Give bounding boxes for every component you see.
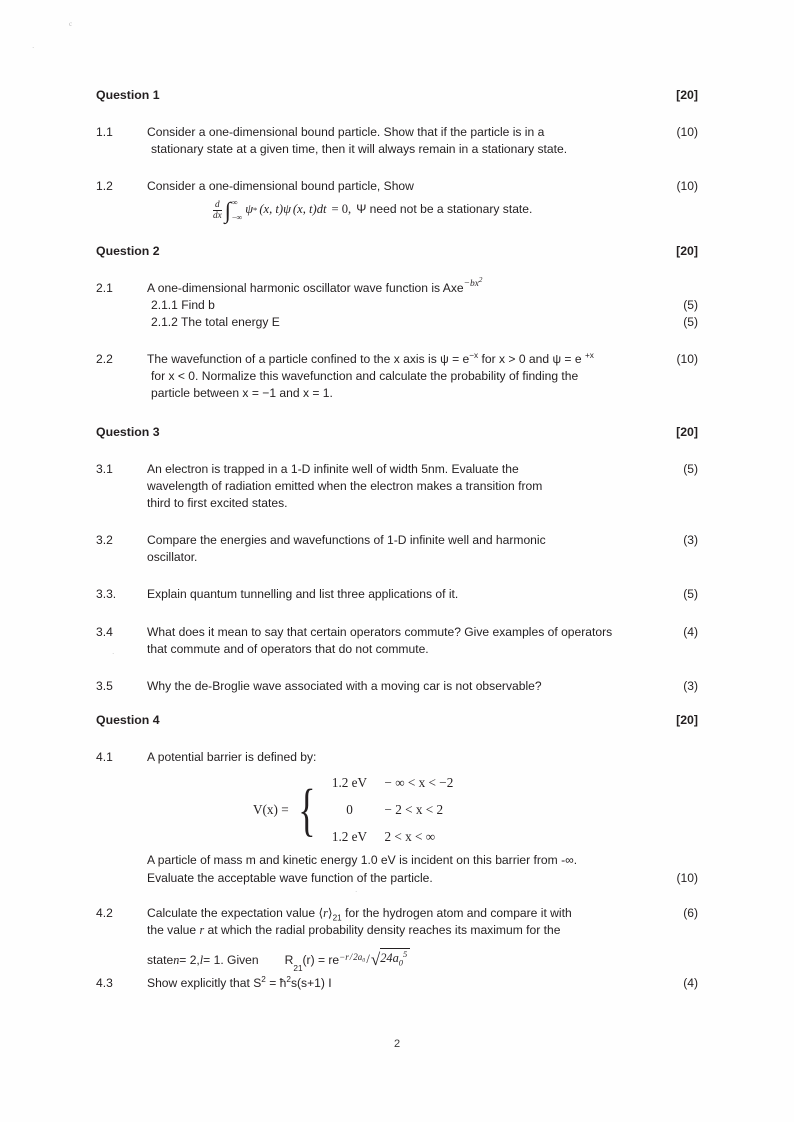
item-number: 3.4 (96, 624, 113, 639)
radius-symbol: r (323, 905, 328, 920)
item-line: for x < 0. Normalize this wavefunction and calculate the probability of finding the (151, 369, 579, 384)
exponent-power: 2 (478, 276, 483, 285)
item-number: 2.2 (96, 352, 113, 367)
psi-args-1: (x, t) (259, 202, 284, 217)
left-brace-icon: { (297, 777, 316, 843)
question-title: Question 4 (96, 713, 160, 728)
radial-wavefunction-formula: state n = 2, l = 1. Given R 21 (r) = re −r / 2a₀ / √ $24a_0^5$ (147, 949, 649, 968)
radial-args: (r) = re (302, 952, 340, 967)
exponential-fraction (339, 951, 365, 964)
item-line: wavelength of radiation emitted when the electron makes a transition from (147, 478, 543, 493)
item-line-text: = ħ (265, 975, 287, 990)
exponent-pos-x: +x (584, 351, 594, 360)
formula-prefix: = 2, (179, 952, 200, 967)
scan-artifact: · (355, 888, 358, 896)
formula-prefix: state (147, 952, 174, 967)
item-text (147, 749, 698, 887)
case-condition: − ∞ < x < −2 (384, 775, 454, 791)
case-value: 0 (346, 802, 353, 817)
item-marks: (3) (683, 533, 698, 548)
item-number: 4.3 (96, 975, 113, 990)
question-3-heading (96, 425, 698, 439)
item-line-text: Show explicitly that S (147, 975, 262, 990)
item-line: A particle of mass m and kinetic energy 1.0 eV is incident on this barrier from -∞. (147, 853, 578, 868)
item-marks: (4) (683, 975, 698, 990)
case-condition: 2 < x < ∞ (384, 828, 436, 844)
division-slash: / (366, 952, 370, 967)
item-2-1 (96, 276, 698, 332)
subitem-2-1-1 (147, 297, 649, 314)
case-value: 1.2 eV (331, 828, 368, 844)
scan-artifact: · (32, 44, 35, 52)
exponent (463, 276, 483, 290)
item-line: Evaluate the acceptable wave function of the particle. (147, 870, 433, 885)
quantum-number-n: n (173, 952, 180, 967)
spin-squared-exponent: 2 (261, 974, 266, 984)
item-1-2 (96, 178, 698, 224)
piecewise-cases (316, 774, 453, 846)
upper-limit: ∞ (231, 197, 238, 207)
item-text (147, 178, 649, 224)
question-marks: [20] (676, 243, 698, 258)
exponent-slash: / (349, 951, 353, 962)
square-root (371, 949, 410, 968)
page-number: 2 (393, 1038, 401, 1050)
item-marks: (10) (676, 125, 698, 139)
question-marks: [20] (676, 88, 698, 102)
question-1-heading (96, 88, 698, 102)
item-text (147, 461, 649, 513)
item-text (147, 975, 649, 992)
scan-artifact: c (69, 20, 73, 28)
subitem-marks-column (649, 280, 698, 331)
exponent-base: −bx (463, 279, 479, 290)
item-number: 3.3. (96, 587, 117, 602)
item-line: Compare the energies and wavefunctions of 1-D infinite well and harmonic (147, 533, 546, 548)
item-line: that commute and of operators that do not commute. (147, 641, 429, 656)
exponent-numerator: −r (339, 951, 349, 962)
derivative-fraction (213, 200, 222, 221)
equals-zero: = 0, (331, 202, 352, 217)
item-line-text: A one-dimensional harmonic oscillator wave function is Axe (147, 280, 464, 295)
item-line-text: ⟩ (327, 905, 333, 920)
subitem-marks: (5) (683, 297, 698, 312)
radius-symbol: r (199, 922, 205, 937)
item-2-2 (96, 351, 698, 403)
item-number: 3.2 (96, 533, 113, 548)
item-line: third to first excited states. (147, 495, 288, 510)
hbar-squared-exponent: 2 (286, 974, 291, 984)
item-marks: (10) (676, 179, 698, 194)
radial-function-label: R (284, 952, 294, 967)
radicand-text: 24a (380, 951, 399, 966)
item-number: 3.5 (96, 678, 113, 693)
item-text (147, 351, 649, 403)
item-marks: (5) (683, 461, 698, 476)
question-4-heading (96, 713, 698, 727)
item-text (147, 124, 649, 158)
formula-prefix: = 1. Given (203, 952, 259, 967)
item-marks: (5) (683, 587, 698, 602)
item-number: 3.1 (96, 461, 113, 476)
item-line-text: Calculate the expectation value ⟨ (147, 905, 324, 920)
quantum-number-l: l (199, 952, 204, 967)
subitem-label: 2.1.1 Find b (151, 297, 215, 312)
item-4-1 (96, 749, 698, 887)
item-number: 1.2 (96, 179, 113, 194)
item-marks: (6) (683, 905, 698, 920)
piecewise-potential-formula (253, 774, 698, 846)
item-number: 1.1 (96, 125, 113, 139)
item-text (147, 624, 665, 658)
item-line: What does it mean to say that certain operators commute? Give examples of operators (147, 624, 613, 639)
item-line: Explain quantum tunnelling and list three applications of it. (147, 587, 459, 602)
case-row (320, 828, 453, 847)
item-marks: (10) (676, 352, 698, 367)
item-line (147, 276, 649, 297)
subitem-marks: (5) (683, 314, 698, 329)
psi-args-2: (x, t)dt (292, 202, 327, 217)
exam-content (96, 88, 698, 992)
item-line-text: at which the radial probability density reaches its maximum for the (204, 922, 561, 937)
item-text (147, 905, 649, 973)
item-3-3 (96, 586, 698, 603)
question-2-heading (96, 244, 698, 258)
fraction-numerator: d (215, 198, 220, 209)
potential-label: V(x) = (253, 802, 289, 817)
case-value: 1.2 eV (331, 775, 368, 791)
radicand-superscript: 5 (403, 949, 408, 960)
case-row (320, 801, 453, 820)
question-marks: [20] (676, 424, 698, 439)
subitem-2-1-2 (147, 314, 649, 331)
item-line-text: the value (147, 922, 200, 937)
item-number: 2.1 (96, 280, 113, 295)
integral-icon: ∫ (224, 198, 231, 224)
item-line: An electron is trapped in a 1-D infinite well of width 5nm. Evaluate the (147, 461, 519, 476)
item-line (147, 922, 649, 939)
item-text (147, 276, 649, 332)
item-4-3 (96, 975, 698, 992)
item-line-text: for the hydrogen atom and compare it with (341, 905, 572, 920)
item-3-4 (96, 624, 698, 658)
radical-sign-icon: √ (370, 950, 381, 970)
item-marks: (10) (676, 870, 698, 885)
item-number: 4.1 (96, 750, 113, 765)
integral-limits (232, 199, 242, 222)
item-marks: (3) (683, 678, 698, 693)
exponent-denominator: 2a₀ (353, 951, 366, 962)
item-1-1 (96, 124, 698, 158)
item-line-text: s(s+1) I (290, 975, 332, 990)
formula-tail: Ψ need not be a stationary state. (356, 202, 533, 217)
question-title: Question 3 (96, 424, 160, 439)
item-number: 4.2 (96, 905, 113, 920)
item-line: particle between x = −1 and x = 1. (151, 386, 333, 401)
item-marks: (4) (683, 624, 698, 639)
question-marks: [20] (676, 713, 698, 728)
item-3-1 (96, 461, 698, 513)
item-text (147, 678, 649, 695)
item-line (147, 975, 649, 992)
psi-conjugate: ψ (245, 202, 254, 217)
item-line: Consider a one-dimensional bound particle, Show (147, 179, 414, 194)
radicand (380, 948, 410, 967)
item-text (147, 532, 649, 566)
expectation-subscript: 21 (332, 913, 342, 923)
item-line-with-marks (147, 870, 698, 887)
question-title: Question 1 (96, 88, 160, 102)
item-line (147, 351, 649, 368)
item-4-2 (96, 905, 698, 973)
exponent-neg-x: −x (469, 351, 479, 360)
case-condition: − 2 < x < 2 (384, 802, 444, 817)
question-title: Question 2 (96, 243, 160, 258)
item-3-5 (96, 678, 698, 695)
item-line: stationary state at a given time, then it will always remain in a stationary state. (151, 142, 568, 157)
item-line-text: The wavefunction of a particle confined to the x axis is ψ = e (147, 352, 470, 367)
item-3-2 (96, 532, 698, 566)
case-row (320, 774, 453, 793)
item-line: A potential barrier is defined by: (147, 750, 317, 765)
item-line: Consider a one-dimensional bound particle. Show that if the particle is in a (147, 125, 545, 139)
scan-artifact: · (112, 650, 115, 658)
lower-limit: −∞ (231, 212, 243, 222)
formula-1-2: $\frac{d}{dx}$ ∫ ∞ −∞ ψ * (x, t) ψ (x, t)dt = 0, Ψ need not be a stationary state. (213, 197, 533, 224)
item-line-text: for x > 0 and ψ = e (478, 352, 585, 367)
item-line: oscillator. (147, 550, 198, 565)
subitem-label: 2.1.2 The total energy E (151, 314, 280, 329)
item-line: Why the de-Broglie wave associated with a moving car is not observable? (147, 678, 542, 693)
item-line (147, 905, 649, 922)
psi-second: ψ (283, 202, 291, 217)
item-text (147, 586, 649, 603)
radicand-subscript: 0 (398, 957, 403, 968)
fraction-denominator: dx (213, 209, 222, 220)
